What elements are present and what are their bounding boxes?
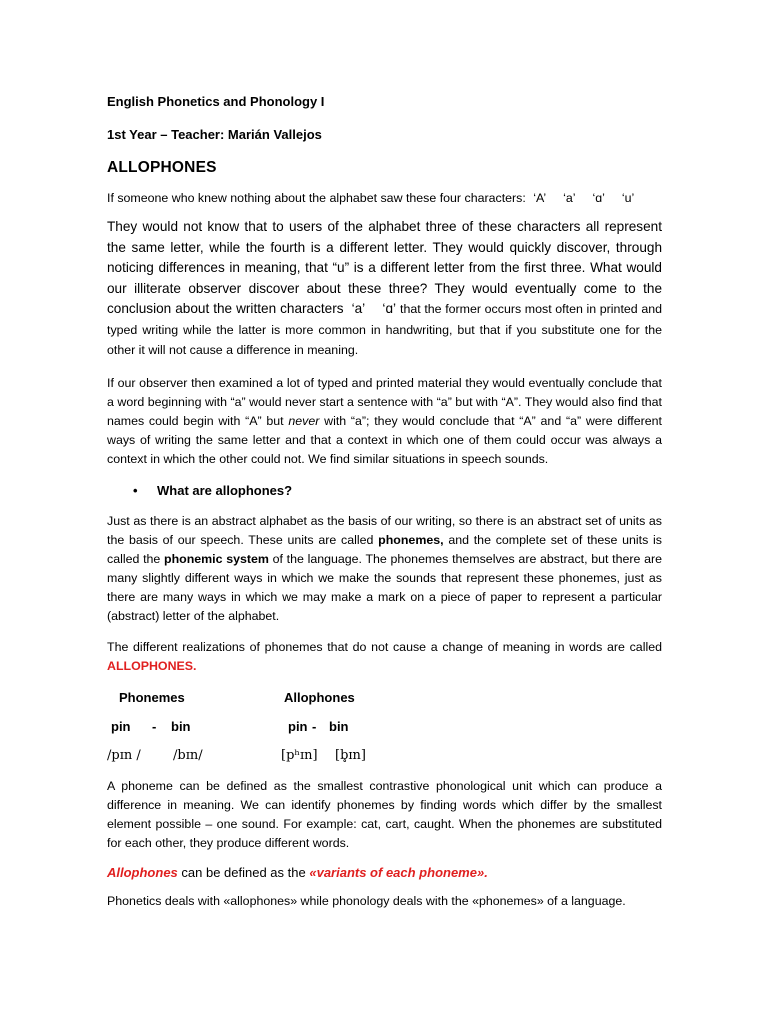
- paragraph-realizations-text: The different realizations of phonemes that do not cause a change of meaning in words are called: [107, 640, 662, 655]
- phonemes-header: Phonemes: [119, 690, 185, 706]
- phonemic-system-term: phonemic system: [164, 552, 269, 567]
- word-dash: -: [152, 719, 157, 735]
- paragraph-realizations: [107, 638, 662, 676]
- course-title: English Phonetics and Phonology I: [107, 94, 325, 109]
- phonemes-term: phonemes,: [378, 533, 444, 548]
- bullet-item: [107, 481, 662, 500]
- table-row-transcriptions: [107, 748, 662, 767]
- allophones-header: Allophones: [284, 690, 355, 706]
- phonetic-pin: [pʰɪn]: [281, 748, 318, 764]
- intro-characters: ‘A’ ‘a’ ‘ɑ’ ‘u’: [533, 191, 635, 205]
- paragraph-characters-end: that the former occurs most often in printed and typed writing while the latter is more common in handwriting, but that if you substitute one for the other it will not cause a difference in meaning.: [107, 302, 662, 357]
- paragraph-phonemes: [107, 512, 662, 626]
- paragraph-phonemes-a: Just as there is an abstract alphabet as the basis of our writing, so there is an abstract set of units as the basis of our speech. These units are called: [107, 514, 662, 548]
- paragraph-phonemes-c: of the language. The phonemes themselves are abstract, but there are many slightly different ways in which we make the sounds that represent these phonemes, just as there are many ways in which we may make a mark on a piece of paper to represent a particular (abstract) letter of the alphabet.: [107, 552, 662, 624]
- bullet-text: What are allophones?: [157, 483, 293, 499]
- paragraph-observer-b: with “a”; they would conclude that “A” and “a” were different ways of writing the same letter and that a context in which one of them could occur was always a context in which the other could not. We find similar situations in speech sounds.: [107, 414, 662, 467]
- paragraph-phonetics: Phonetics deals with «allophones» while phonology deals with the «phonemes» of a language.: [107, 894, 626, 909]
- table-header-row: [107, 690, 662, 709]
- allophone-word-pin: pin: [288, 719, 308, 735]
- word-pin: pin: [111, 719, 131, 735]
- bullet-dot: •: [133, 483, 138, 499]
- paragraph-characters: [107, 217, 662, 361]
- paragraph-phonemes-b: and the complete set of these units is called the: [107, 533, 662, 567]
- phonetic-bin: [b̥ɪn]: [335, 748, 366, 764]
- never-emphasis: never: [288, 414, 320, 429]
- table-row-words: [107, 719, 662, 738]
- word-bin: bin: [171, 719, 191, 735]
- phonemic-pin: /pɪn /: [107, 748, 141, 764]
- allophone-word-dash: -: [312, 719, 317, 735]
- phoneme-allophone-table: [107, 690, 662, 767]
- section-heading: ALLOPHONES: [107, 159, 217, 176]
- allophones-term: ALLOPHONES.: [107, 659, 197, 674]
- intro-text: If someone who knew nothing about the alphabet saw these four characters:: [107, 191, 526, 205]
- paragraph-observer-a: If our observer then examined a lot of typed and printed material they would eventually conclude that a word beginning with “a” would never start a sentence with “a” but with “A”. They would also find that names could begin with “A” but: [107, 376, 662, 429]
- paragraph-allophones-definition: [107, 863, 662, 882]
- paragraph-characters-glyphs: ‘a’ ‘ɑ’: [351, 301, 397, 316]
- intro-paragraph: [107, 189, 662, 208]
- paragraph-characters-text: They would not know that to users of the alphabet three of these characters all represent the same letter, while the fourth is a different letter. They would quickly discover, through noticing differences in meaning, that “u” is a different letter from the first three. What would our illiterate observer discover about these three? They would eventually come to the conclusion about the written characters: [107, 219, 662, 316]
- variants-term: «variants of each phoneme».: [309, 865, 488, 881]
- allophone-word-bin: bin: [329, 719, 349, 735]
- phonemic-bin: /bɪn/: [173, 748, 203, 764]
- paragraph-definition: A phoneme can be defined as the smallest contrastive phonological unit which can produce a difference in meaning. We can identify phonemes by finding words which differ by the smallest element possible – one sound. For example: cat, cart, caught. When the phonemes are substituted for each other, they produce different words.: [107, 779, 662, 851]
- paragraph-observer: [107, 374, 662, 469]
- paragraph-allophones-mid: can be defined as the: [181, 865, 306, 881]
- allophones-italic-term: Allophones: [107, 865, 178, 881]
- course-teacher-line: 1st Year – Teacher: Marián Vallejos: [107, 127, 322, 142]
